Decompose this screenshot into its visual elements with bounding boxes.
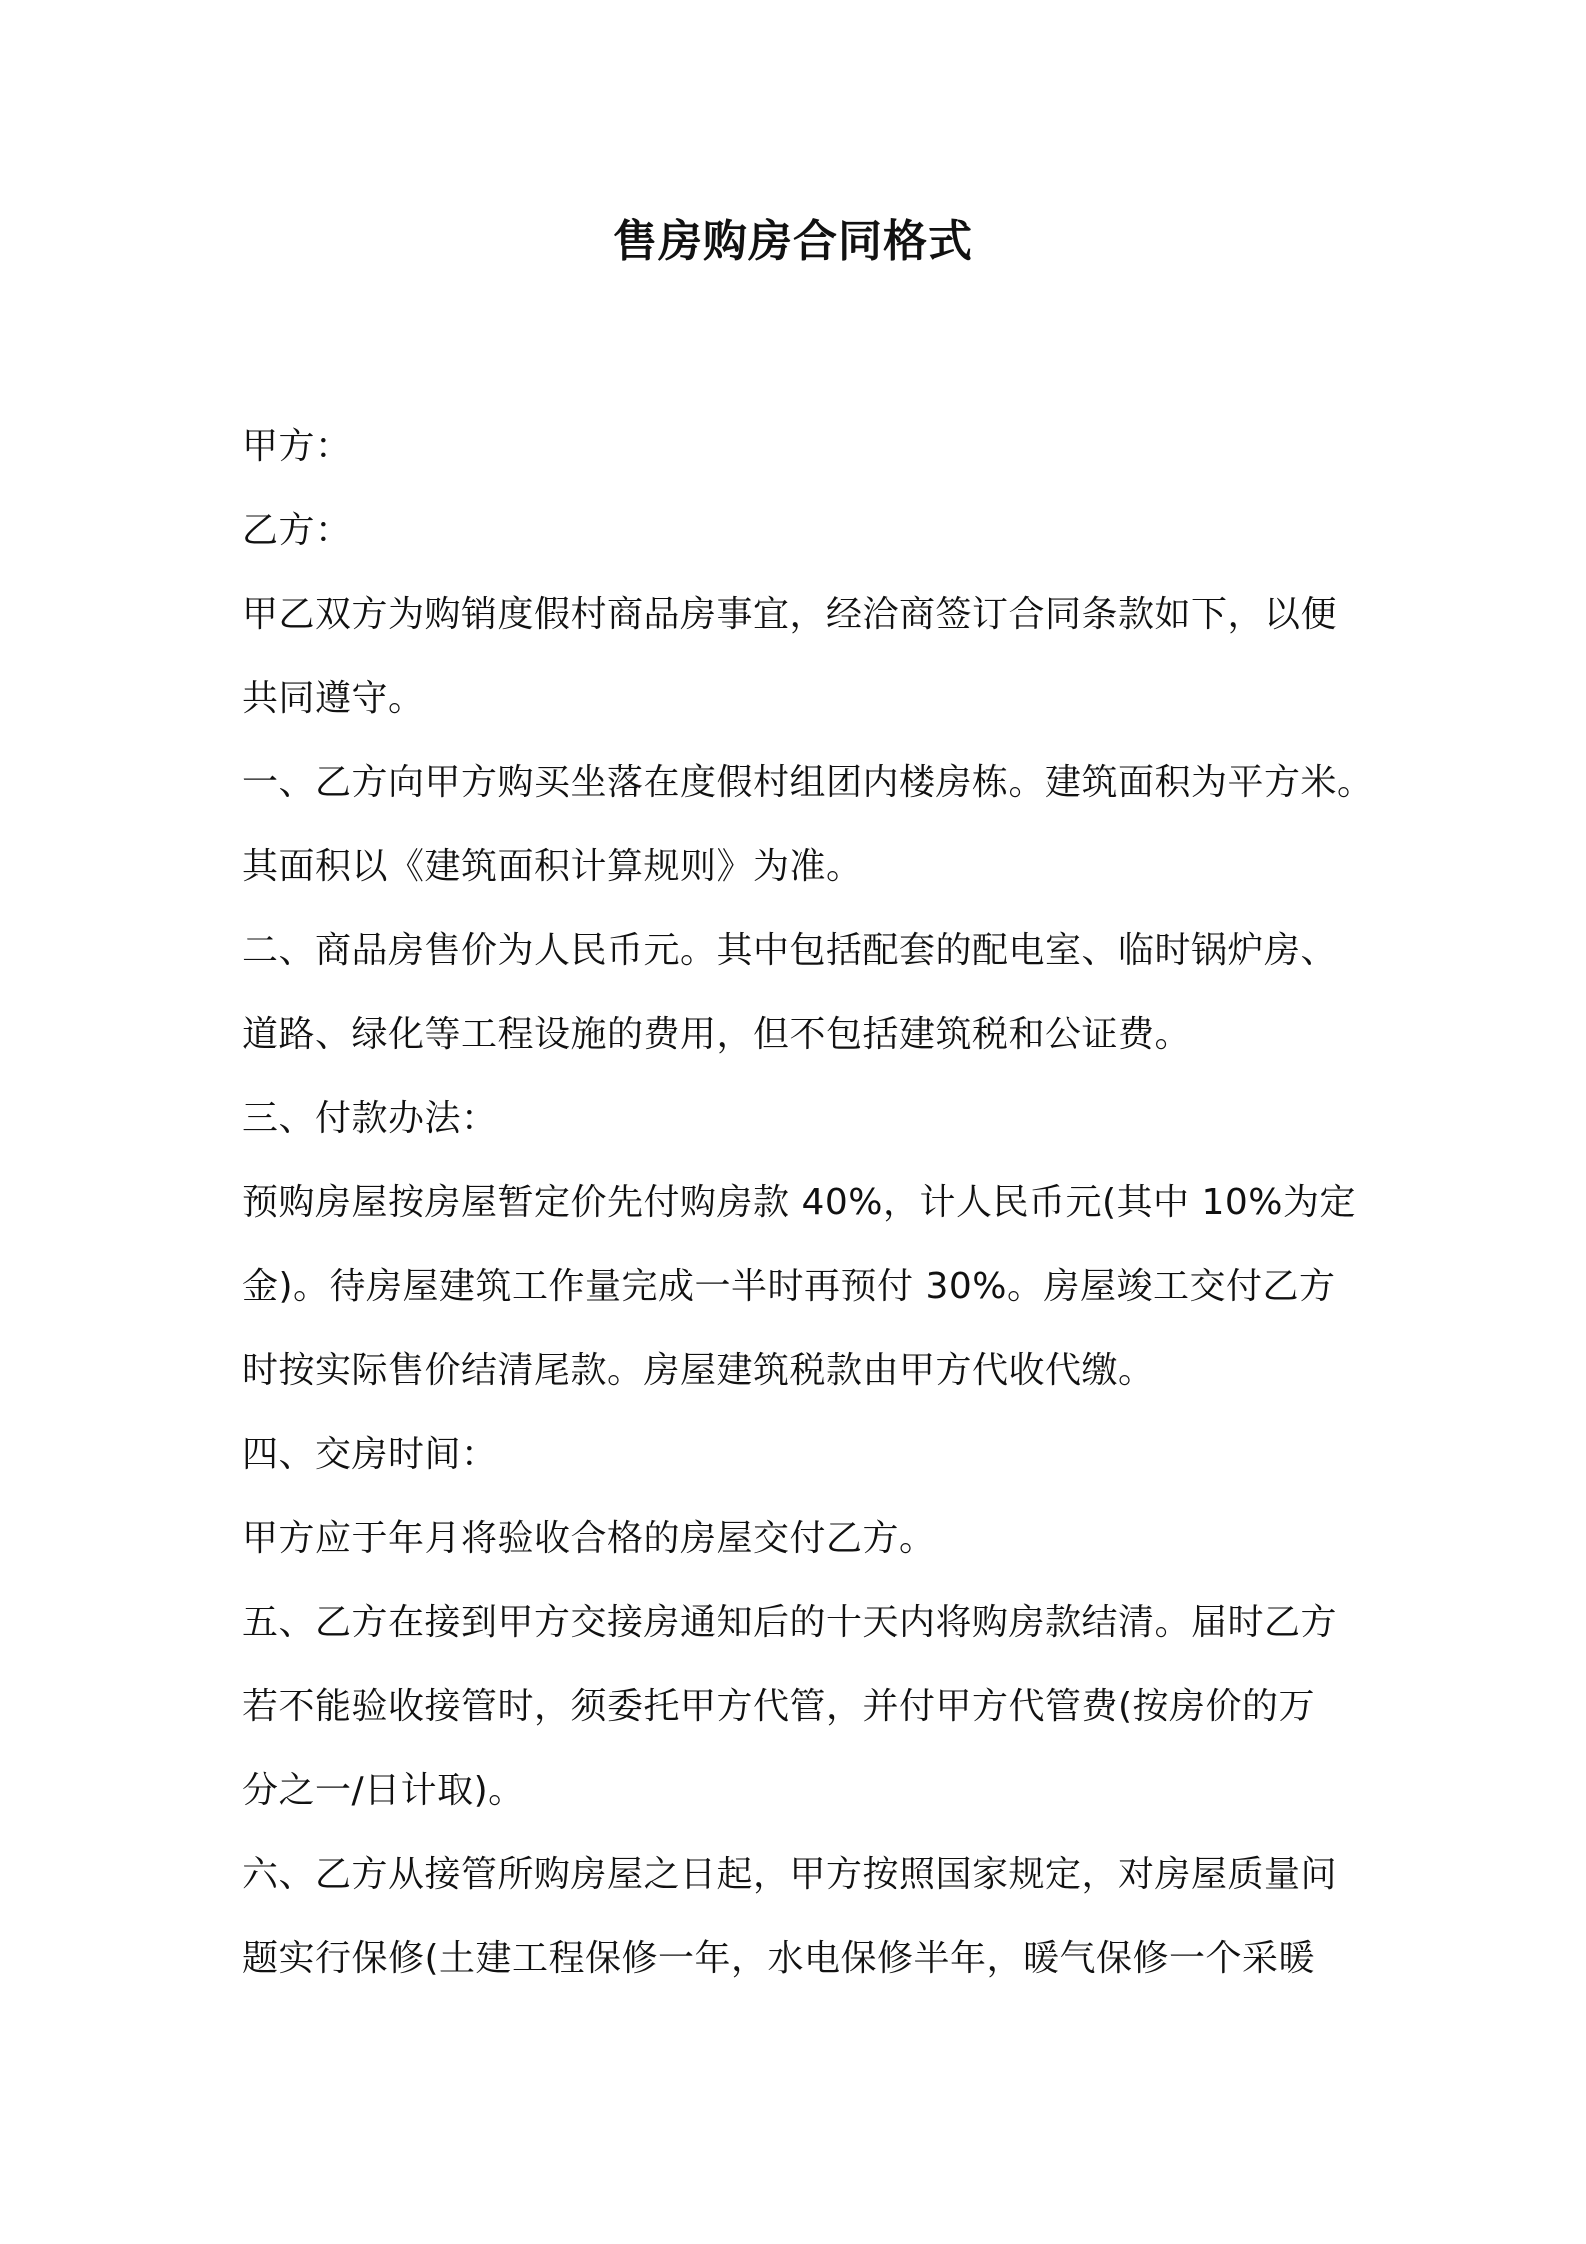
clause-3-line: 金)。待房屋建筑工作量完成一半时再预付 30%。房屋竣工交付乙方 [242,1266,1336,1307]
preamble-line: 共同遵守。 [242,678,425,719]
clause-3-line: 预购房屋按房屋暂定价先付购房款 40%，计人民币元(其中 10%为定 [242,1182,1356,1223]
clause-3-line: 时按实际售价结清尾款。房屋建筑税款由甲方代收代缴。 [242,1350,1155,1391]
clause-1-line: 一、乙方向甲方购买坐落在度假村组团内楼房栋。建筑面积为平方米。 [242,762,1374,803]
clause-6-line: 题实行保修(土建工程保修一年，水电保修半年，暖气保修一个采暖 [242,1938,1316,1979]
clause-5-line: 五、乙方在接到甲方交接房通知后的十天内将购房款结清。届时乙方 [242,1602,1338,1643]
clause-6-line: 六、乙方从接管所购房屋之日起，甲方按照国家规定，对房屋质量问 [242,1854,1338,1895]
preamble-line: 甲乙双方为购销度假村商品房事宜，经洽商签订合同条款如下，以便 [242,594,1338,635]
clause-4-heading: 四、交房时间： [242,1434,498,1475]
clause-4-line: 甲方应于年月将验收合格的房屋交付乙方。 [242,1518,936,1559]
clause-2-line: 二、商品房售价为人民币元。其中包括配套的配电室、临时锅炉房、 [242,930,1338,971]
clause-1-line: 其面积以《建筑面积计算规则》为准。 [242,846,863,887]
document-body [242,405,1374,2001]
party-b-line: 乙方： [242,510,352,551]
clause-2-line: 道路、绿化等工程设施的费用，但不包括建筑税和公证费。 [242,1014,1192,1055]
clause-5-line: 分之一/日计取)。 [242,1770,525,1811]
document-title: 售房购房合同格式 [613,216,973,267]
party-a-line: 甲方： [242,426,352,467]
clause-5-line: 若不能验收接管时，须委托甲方代管，并付甲方代管费(按房价的万 [242,1686,1316,1727]
clause-3-heading: 三、付款办法： [242,1098,498,1139]
